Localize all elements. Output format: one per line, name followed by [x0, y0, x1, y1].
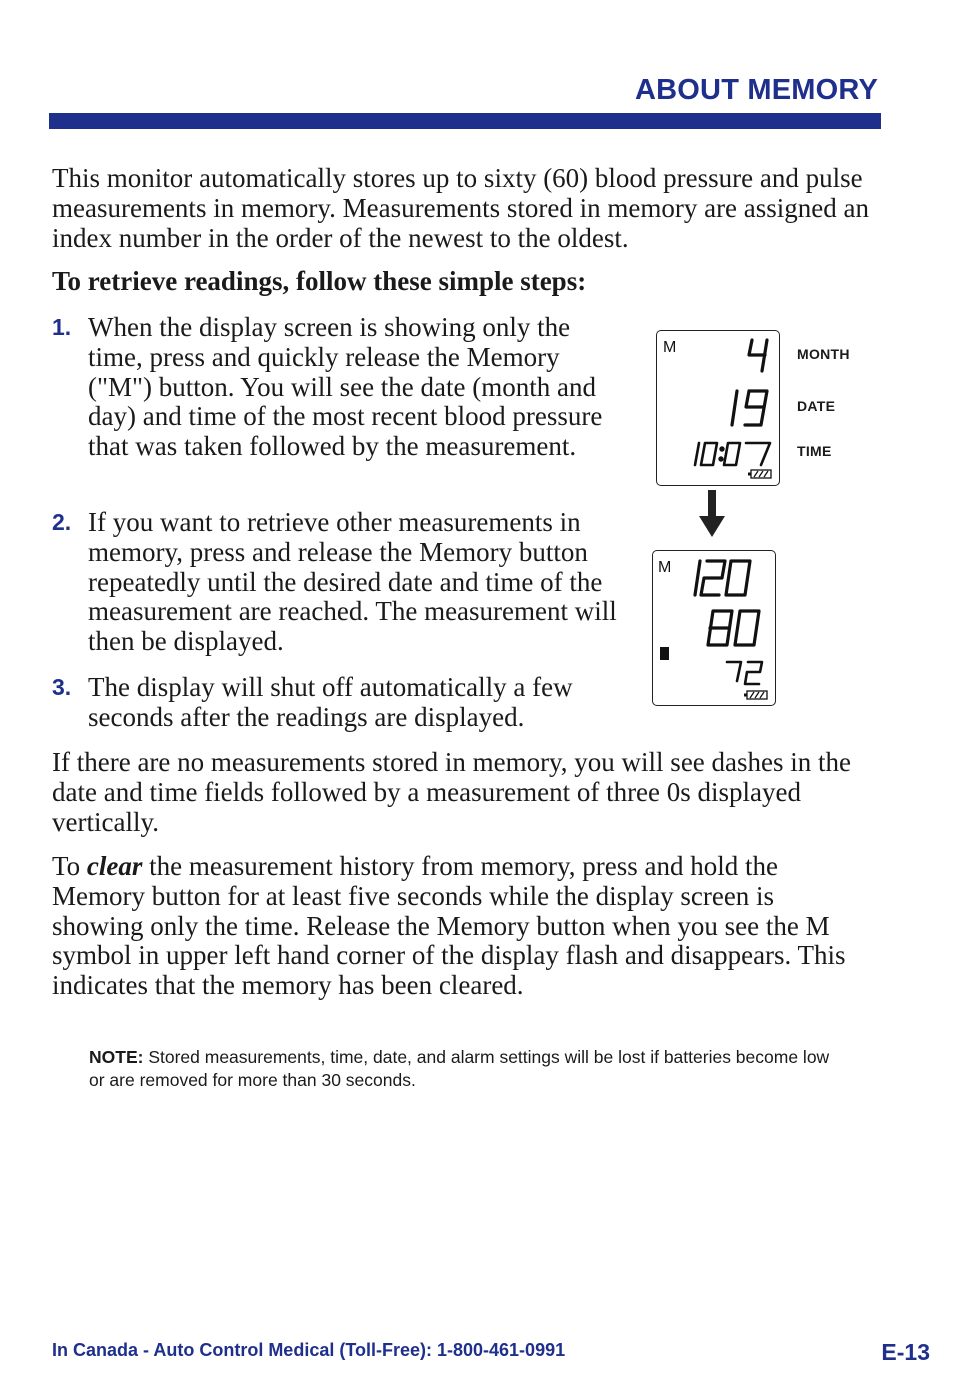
clear-prefix: To	[52, 851, 87, 881]
lcd-measurement-graphic	[653, 551, 775, 705]
steps-heading: To retrieve readings, follow these simple steps:	[52, 266, 587, 296]
lcd-display-date-time	[656, 330, 780, 486]
date-label: DATE	[797, 398, 836, 414]
step-1	[52, 313, 622, 493]
step-text: The display will shut off automatically a few seconds after the readings are displayed.	[88, 672, 573, 732]
time-digits	[695, 443, 770, 465]
memory-symbol: M	[663, 339, 677, 356]
clear-rest: the measurement history from memory, press and hold the Memory button for at least five seconds while the display screen is showing only the time. Release the Memory button when you see the M symbol in upper left hand corner of the display flash and disappears. This indicates that the memory has been cleared.	[52, 851, 846, 1001]
clear-emphasis: clear	[86, 851, 143, 881]
down-arrow-icon	[698, 490, 726, 538]
date-digits	[732, 391, 767, 425]
memory-symbol: M	[658, 559, 672, 576]
page-title: ABOUT MEMORY	[635, 74, 878, 106]
battery-icon	[744, 691, 767, 699]
page-number: E-13	[881, 1339, 930, 1365]
month-digit	[749, 340, 767, 371]
lcd-display-measurement	[652, 550, 776, 706]
step-3	[52, 673, 622, 735]
systolic-digits	[695, 561, 750, 595]
note-text: Stored measurements, time, date, and alarm settings will be lost if batteries become low or are removed for more than 30 seconds.	[89, 1047, 830, 1090]
clear-memory-paragraph	[52, 852, 852, 1001]
step-2	[52, 508, 622, 658]
note	[89, 1046, 849, 1092]
step-text: If you want to retrieve other measurements in memory, press and release the Memory button repeatedly until the desired date and time of the measurement are reached. The measurement will then be displayed.	[88, 507, 617, 657]
note-label: NOTE:	[89, 1047, 144, 1067]
month-label: MONTH	[797, 346, 850, 362]
time-label: TIME	[797, 443, 832, 459]
step-text: When the display screen is showing only the time, press and quickly release the Memory ("M") button. You will see the date (month and day) and time of the most recent blood pressure that was taken followed by the measurement.	[88, 312, 603, 462]
header-divider	[49, 113, 881, 129]
no-memory-paragraph: If there are no measurements stored in memory, you will see dashes in the date and time fields followed by a measurement of three 0s displayed vertically.	[52, 747, 852, 837]
diastolic-digits	[708, 611, 759, 645]
pulse-indicator-icon	[660, 647, 669, 660]
lcd-date-time-graphic	[657, 331, 779, 485]
intro-paragraph: This monitor automatically stores up to sixty (60) blood pressure and pulse measurements in memory. Measurements stored in memory are assigned an index number in the order of the newest to the oldest.	[52, 163, 870, 253]
pulse-digits	[727, 662, 762, 684]
step-number: 1.	[52, 314, 72, 340]
footer-contact: In Canada - Auto Control Medical (Toll-Free): 1-800-461-0991	[52, 1340, 566, 1360]
step-number: 2.	[52, 509, 72, 535]
battery-icon	[748, 470, 771, 478]
step-number: 3.	[52, 674, 72, 700]
